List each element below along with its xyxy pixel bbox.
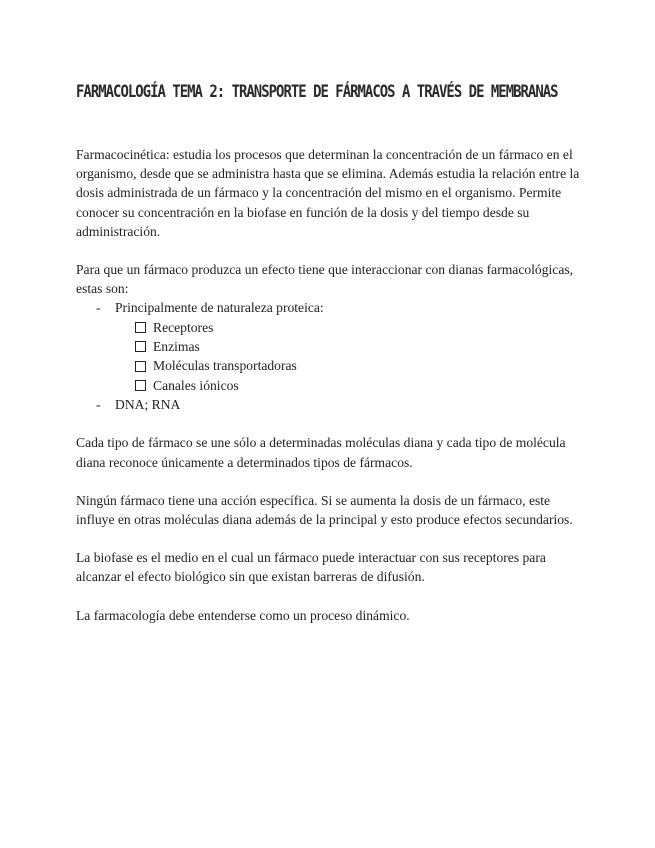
list-item-proteica [76, 298, 581, 395]
dash-bullet: - [96, 300, 101, 316]
paragraph-proceso-dinamico: La farmacología debe entenderse como un proceso dinámico. [76, 607, 410, 623]
checkbox-bullet-icon [135, 361, 146, 372]
list-item-label: Receptores [153, 319, 214, 335]
dash-bullet: - [96, 397, 101, 413]
list-item [135, 318, 581, 337]
list-item-label: Canales iónicos [153, 377, 239, 393]
list-item [135, 337, 581, 356]
list-item [135, 356, 581, 375]
checkbox-bullet-icon [135, 380, 146, 391]
list-item-label: Moléculas transportadoras [153, 358, 297, 374]
list-item-dna-rna [76, 395, 581, 414]
checkbox-bullet-icon [135, 322, 146, 333]
list-item-label: Principalmente de naturaleza proteica: [115, 300, 324, 316]
protein-targets-list [135, 318, 581, 396]
document-page [76, 72, 581, 625]
list-item-label: DNA; RNA [115, 397, 181, 413]
paragraph-accion-especifica: Ningún fármaco tiene una acción específica. Si se aumenta la dosis de un fármaco, este influye en otras moléculas diana además de la principal y esto produce efectos secundarios. [76, 492, 573, 528]
checkbox-bullet-icon [135, 341, 146, 352]
list-item-label: Enzimas [153, 339, 200, 355]
paragraph-farmacocinetica: Farmacocinética: estudia los procesos que determinan la concentración de un fármaco en el organismo, desde que se administra hasta que se elimina. Además estudia la relación entre la dosis administrada de un fármaco y la concentración del mismo en el organismo. Permite conocer su concentración en la biofase en función de la dosis y del tiempo desde su administración. [76, 147, 580, 239]
document-title: FARMACOLOGÍA TEMA 2: TRANSPORTE DE FÁRMACOS A TRAVÉS DE MEMBRANAS [76, 82, 558, 102]
list-item [135, 376, 581, 395]
paragraph-dianas-intro: Para que un fármaco produzca un efecto tiene que interaccionar con dianas farmacológicas, estas son: [76, 262, 574, 297]
paragraph-biofase: La biofase es el medio en el cual un fármaco puede interactuar con sus receptores para alcanzar el efecto biológico sin que existan barreras de difusión. [76, 550, 546, 585]
dianas-list [76, 298, 581, 414]
paragraph-union-diana: Cada tipo de fármaco se une sólo a determinadas moléculas diana y cada tipo de molécula diana reconoce únicamente a determinados tipos de fármacos. [76, 435, 566, 470]
